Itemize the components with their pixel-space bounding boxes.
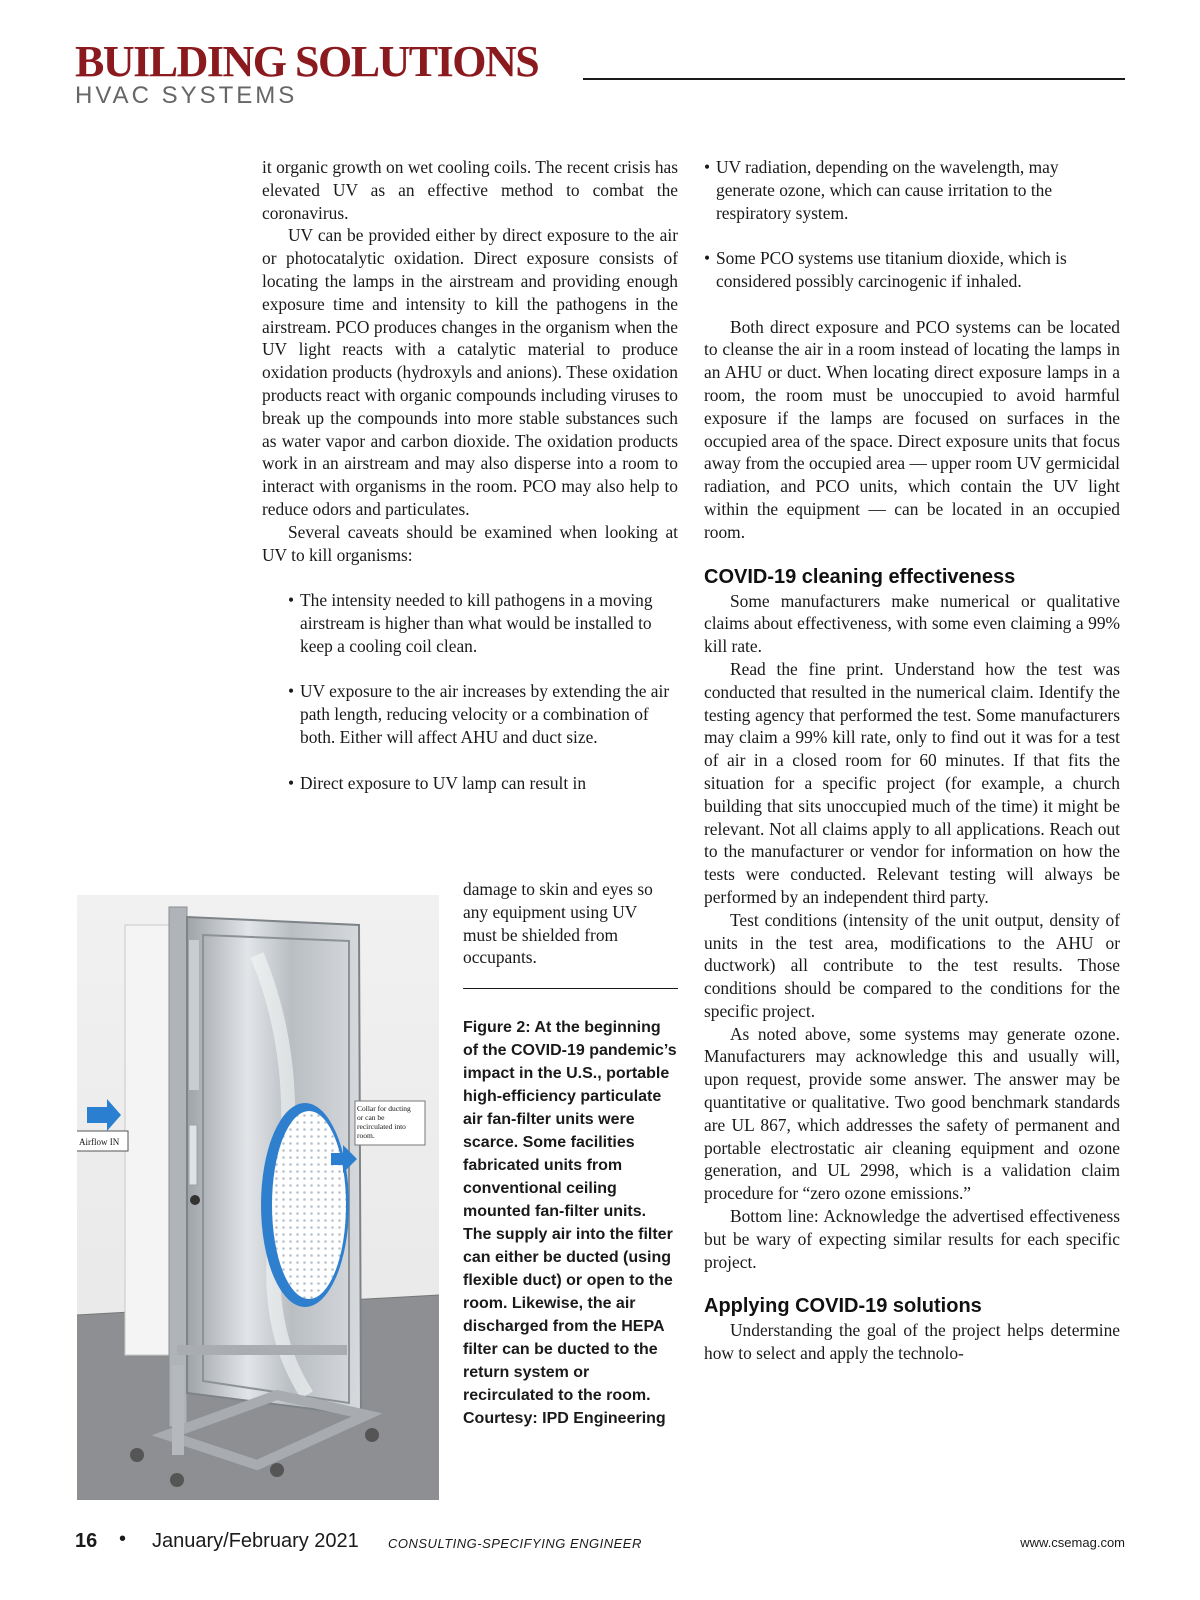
list-item [704, 247, 1120, 293]
column-right [704, 156, 1120, 1365]
bullet-glyph: • [704, 157, 711, 177]
section-title: BUILDING SOLUTIONS [75, 37, 539, 86]
list-item-continuation: damage to skin and eyes so any equipment using UV must be shielded from occupants. [463, 879, 653, 968]
footer-separator: • [119, 1528, 127, 1550]
paragraph: it organic growth on wet cooling coils. The recent crisis has elevated UV as an effective method to combat the coronavirus. [262, 157, 678, 223]
list-item [262, 772, 678, 795]
fan-filter-unit-illustration [77, 895, 439, 1500]
label-collar: or can be [357, 1113, 385, 1122]
list-item-text: UV exposure to the air increases by extending the air path length, reducing velocity or a combination of both. Either will affect AHU and duct size. [300, 681, 670, 747]
page-footer [75, 1530, 1125, 1554]
subheading: COVID-19 cleaning effectiveness [704, 565, 1016, 588]
page-header [75, 37, 1125, 109]
list-item [262, 589, 678, 657]
publication-name: CONSULTING-SPECIFYING ENGINEER [388, 1536, 642, 1551]
list-item-text: The intensity needed to kill pathogens in a moving airstream is higher than what would be installed to keep a cooling coil clean. [300, 590, 653, 656]
paragraph: Bottom line: Acknowledge the advertised effectiveness but be wary of expecting similar results for each specific project. [704, 1206, 1120, 1272]
label-collar: room. [357, 1131, 375, 1140]
bullet-glyph: • [288, 590, 295, 611]
paragraph: Read the fine print. Understand how the test was conducted that resulted in the numerical claim. Identify the testing agency that performed the test. Some manufacturers may claim a 99% kill rate, only to find out it was for a test of air in a closed room for 60 minutes. If that fits the situation for a specific project (for example, a church building that sits unoccupied much of the time) it might be relevant. Not all claims apply to all applications. Reach out to the manufacturer or vendor for information on how the tests were conducted. Relevant testing will always be performed by an independent third party. [704, 658, 1120, 907]
label-airflow-in: Airflow IN [79, 1137, 120, 1147]
page-number: 16 [75, 1530, 98, 1552]
paragraph: UV can be provided either by direct exposure to the air or photocatalytic oxidation. Direct exposure consists of locating the lamps in the airstream and providing enough exposure time and intensity to kill the pathogens in the airstream. PCO produces changes in the organism when the UV light reacts with a catalytic material to produce oxidation products (hydroxyls and anions). These oxidation products react with organic compounds including viruses to break up the compounds into more stable substances such as water vapor and carbon dioxide. The oxidation products work in an airstream and may also disperse into a room to interact with organisms in the room. PCO may also help to reduce odors and particulates. [262, 225, 678, 519]
section-subtitle: HVAC SYSTEMS [75, 82, 298, 109]
paragraph: Some manufacturers make numerical or qualitative claims about effectiveness, with some even claiming a 99% kill rate. [704, 590, 1120, 657]
paragraph: Test conditions (intensity of the unit output, density of units in the test area, modifications to the AHU or ductwork) all contribute to the test results. Those conditions should be compared to the conditions for the specific project. [704, 909, 1120, 1021]
risk-list [704, 156, 1120, 293]
paragraph: Several caveats should be examined when looking at UV to kill organisms: [262, 521, 678, 565]
bullet-glyph: • [704, 248, 711, 269]
issue-date: January/February 2021 [152, 1530, 359, 1552]
column-left [262, 156, 678, 794]
list-item-text: Direct exposure to UV lamp can result in [300, 772, 587, 793]
paragraph: Both direct exposure and PCO systems can be located to cleanse the air in a room instead of locating the lamps in an AHU or duct. When locating direct exposure lamps in a room, the room must be unoccupied to avoid harmful exposure if the lamps are focused on surfaces in the occupied area of the space. Direct exposure units that focus away from the occupied area — upper room UV germicidal radiation, and PCO units, which contain the UV light within the equipment — can be located in an occupied room. [704, 316, 1120, 542]
title-rule [583, 78, 1125, 80]
list-item [262, 680, 678, 748]
figure-photo [77, 895, 439, 1500]
paragraph: Understanding the goal of the project helps determine how to select and apply the technolo- [704, 1320, 1120, 1364]
caption-rule [463, 988, 678, 989]
caveat-list [262, 589, 678, 794]
bullet-glyph: • [288, 772, 295, 793]
figure-caption: Figure 2: At the beginning of the COVID-19 pandemic’s impact in the U.S., portable high-efficiency particulate air fan-filter units were scarce. Some facilities fabricated units from conventional ceiling mounted fan-filter units. The supply air into the filter can either be ducted (using flexible duct) or open to the room. Likewise, the air discharged from the HEPA filter can be ducted to the return system or recirculated to the room. Courtesy: IPD Engineering [463, 1019, 677, 1427]
website-link[interactable]: www.csemag.com [1020, 1535, 1125, 1550]
list-item-text: UV radiation, depending on the wavelength, may generate ozone, which can cause irritation to the respiratory system. [716, 157, 1059, 223]
label-collar: recirculated into [357, 1122, 406, 1131]
list-item [704, 156, 1120, 224]
bullet-glyph: • [288, 681, 295, 702]
label-collar: Collar for ducting [357, 1104, 411, 1113]
subheading: Applying COVID-19 solutions [704, 1295, 982, 1318]
list-item-text: Some PCO systems use titanium dioxide, which is considered possibly carcinogenic if inhaled. [716, 248, 1067, 291]
paragraph: As noted above, some systems may generate ozone. Manufacturers may acknowledge this and usually will, upon request, provide some answer. The answer may be quantitative or qualitative. Two good benchmark standards are UL 867, which addresses the safety of permanent and portable electrostatic air cleaning equipment and ozone generation, and UL 2998, which is a validation claim procedure for “zero ozone emissions.” [704, 1023, 1120, 1204]
